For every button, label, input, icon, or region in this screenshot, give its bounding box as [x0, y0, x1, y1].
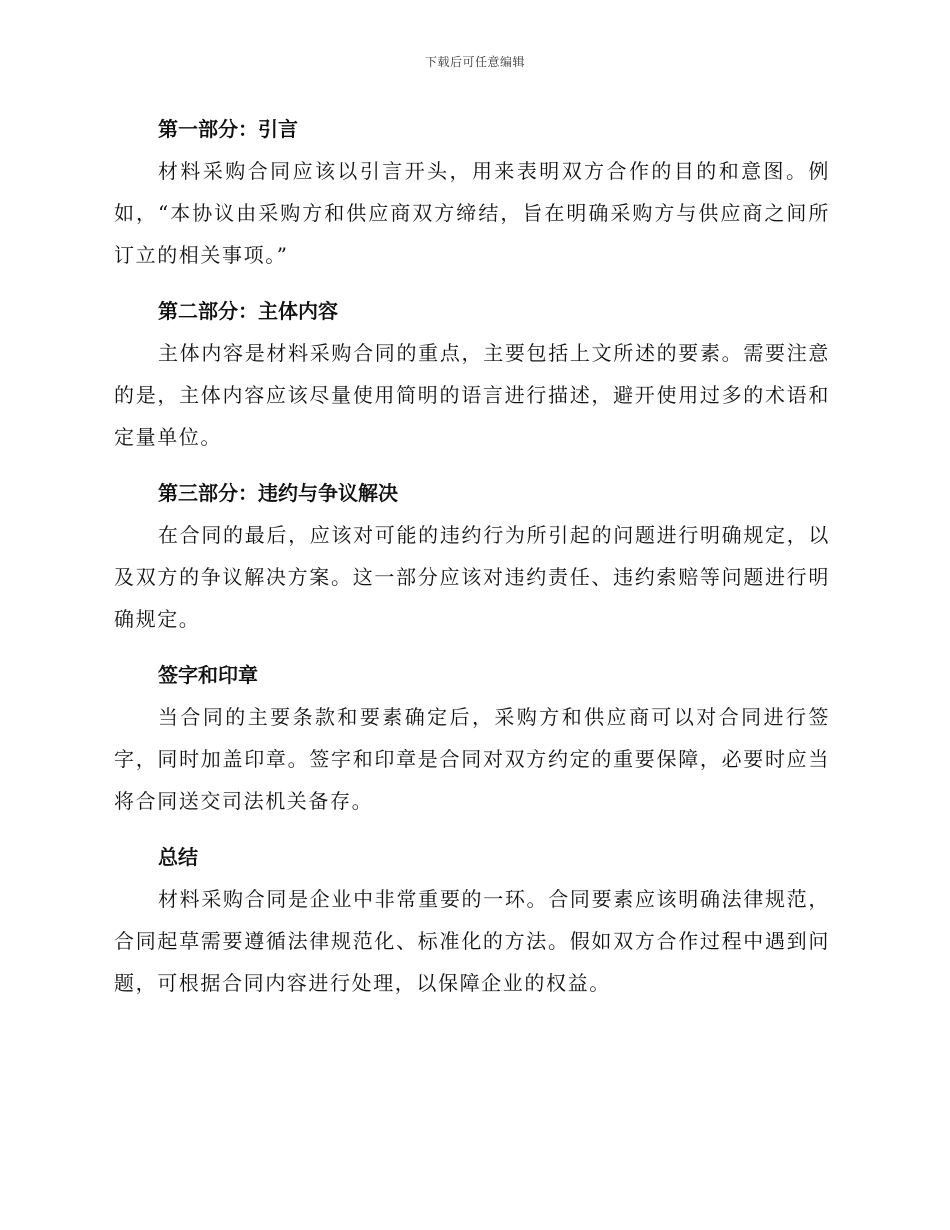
section-heading: 总结 — [158, 845, 198, 869]
section-main-content — [114, 290, 830, 458]
section-introduction — [114, 108, 830, 276]
section-body: 材料采购合同是企业中非常重要的一环。合同要素应该明确法律规范，合同起草需要遵循法律规范化、标准化的方法。假如双方合作过程中遇到问题，可根据合同内容进行处理，以保障企业的权益。 — [114, 887, 830, 995]
page-header-note: 下载后可任意编辑 — [424, 55, 525, 69]
section-body: 材料采购合同应该以引言开头，用来表明双方合作的目的和意图。例如，“本协议由采购方和供应商双方缔结，旨在明确采购方与供应商之间所订立的相关事项。” — [114, 159, 830, 267]
section-breach-dispute — [114, 472, 830, 640]
section-heading: 签字和印章 — [158, 663, 258, 687]
section-heading: 第三部分：违约与争议解决 — [158, 481, 398, 505]
section-heading: 第二部分：主体内容 — [158, 299, 338, 323]
document-content — [114, 108, 830, 1018]
section-body: 主体内容是材料采购合同的重点，主要包括上文所述的要素。需要注意的是，主体内容应该尽量使用简明的语言进行描述，避开使用过多的术语和定量单位。 — [114, 341, 830, 449]
section-signature-seal — [114, 654, 830, 822]
section-summary — [114, 836, 830, 1004]
section-body: 在合同的最后，应该对可能的违约行为所引起的问题进行明确规定，以及双方的争议解决方案。这一部分应该对违约责任、违约索赔等问题进行明确规定。 — [114, 523, 830, 631]
section-body: 当合同的主要条款和要素确定后，采购方和供应商可以对合同进行签字，同时加盖印章。签字和印章是合同对双方约定的重要保障，必要时应当将合同送交司法机关备存。 — [114, 705, 830, 813]
section-heading: 第一部分：引言 — [158, 117, 298, 141]
